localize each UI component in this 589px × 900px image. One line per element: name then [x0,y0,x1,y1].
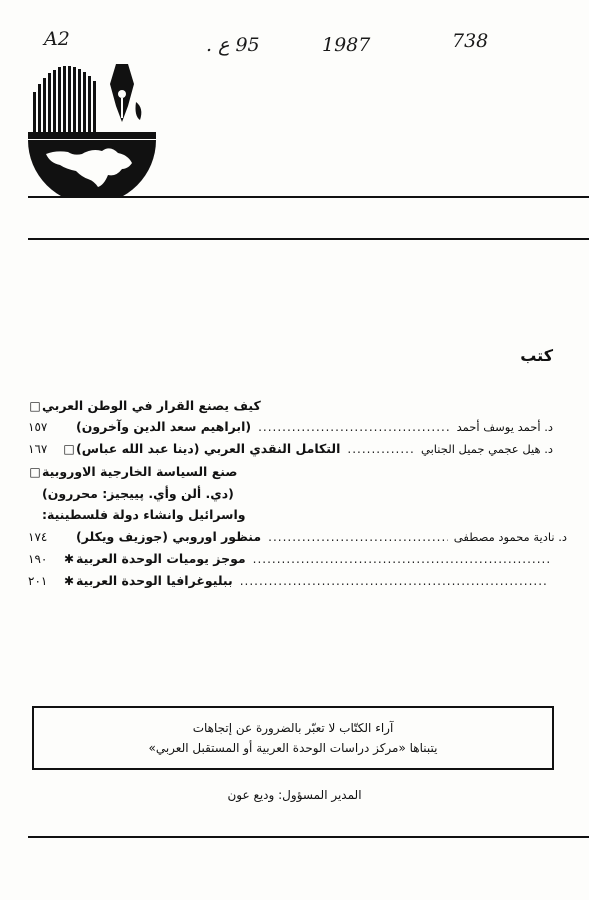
handwritten-number: 738 [452,30,489,52]
toc-entry [28,441,553,461]
disclaimer-line: يتبناها «مركز دراسات الوحدة العربية أو المستقبل العربي» [148,741,438,755]
checkbox-icon: □ [29,465,41,479]
toc-title: (دي. ألن وأي. پييجيز: محررون) [42,486,234,501]
toc-page: ١٩٠ [28,552,48,566]
leader-dots [240,574,549,588]
second-rule [28,238,589,240]
section-title: كتب [520,346,553,365]
bottom-rule [28,836,589,838]
leader-dots [258,420,451,434]
toc-entry [28,464,553,484]
checkbox-icon: □ [63,442,75,456]
toc-entry [28,507,549,527]
leader-dots [268,530,448,544]
checkbox-icon: □ [29,399,41,413]
markaz-logo [24,62,160,198]
handwritten-year: 1987 [322,34,371,56]
leader-dots [347,442,415,456]
handwritten-code: A2 [44,28,70,50]
toc-author: د. أحمد يوسف أحمد [456,420,553,434]
editor-credit: المدير المسؤول: وديع عون [227,788,362,802]
toc-page: ١٦٧ [28,442,48,456]
toc-title: واسرائيل وانشاء دولة فلسطينية: [42,507,246,522]
asterisk-icon: ✱ [63,574,75,588]
toc-author: د. هيل عجمي جميل الجنابي [421,442,553,456]
disclaimer-line: آراء الكتّاب لا تعبّر بالضرورة عن إتجاهات [192,721,394,735]
asterisk-icon: ✱ [63,552,75,566]
toc-page: ١٧٤ [28,530,48,544]
disclaimer-box [32,706,554,770]
toc-title: (ابراهيم سعد الدين وآخرون) [76,419,252,434]
toc-title: كيف يصنع القرار في الوطن العربي [42,398,261,413]
toc-entry [28,551,553,571]
toc-title: موجز يوميات الوحدة العربية [76,551,246,566]
toc-entry [28,529,567,549]
toc-page: ٢٠١ [28,574,48,588]
toc-title: التكامل النقدي العربي (دينا عبد الله عباس) [76,441,341,456]
toc-title: ببليوغرافيا الوحدة العربية [76,573,233,588]
leader-dots [253,552,549,566]
toc-title: منظور اوروبي (جوزيف ويكلر) [76,529,262,544]
toc-entry [28,419,553,439]
toc-title: صنع السياسة الخارجية الاوروبية [42,464,238,479]
handwritten-issue: 95 ع . [206,34,260,56]
toc-author: د. نادية محمود مصطفى [453,530,567,544]
toc-entry [28,573,553,593]
top-rule [28,196,589,198]
toc-entry [28,486,539,506]
toc-page: ١٥٧ [28,420,48,434]
toc-entry [28,398,553,418]
